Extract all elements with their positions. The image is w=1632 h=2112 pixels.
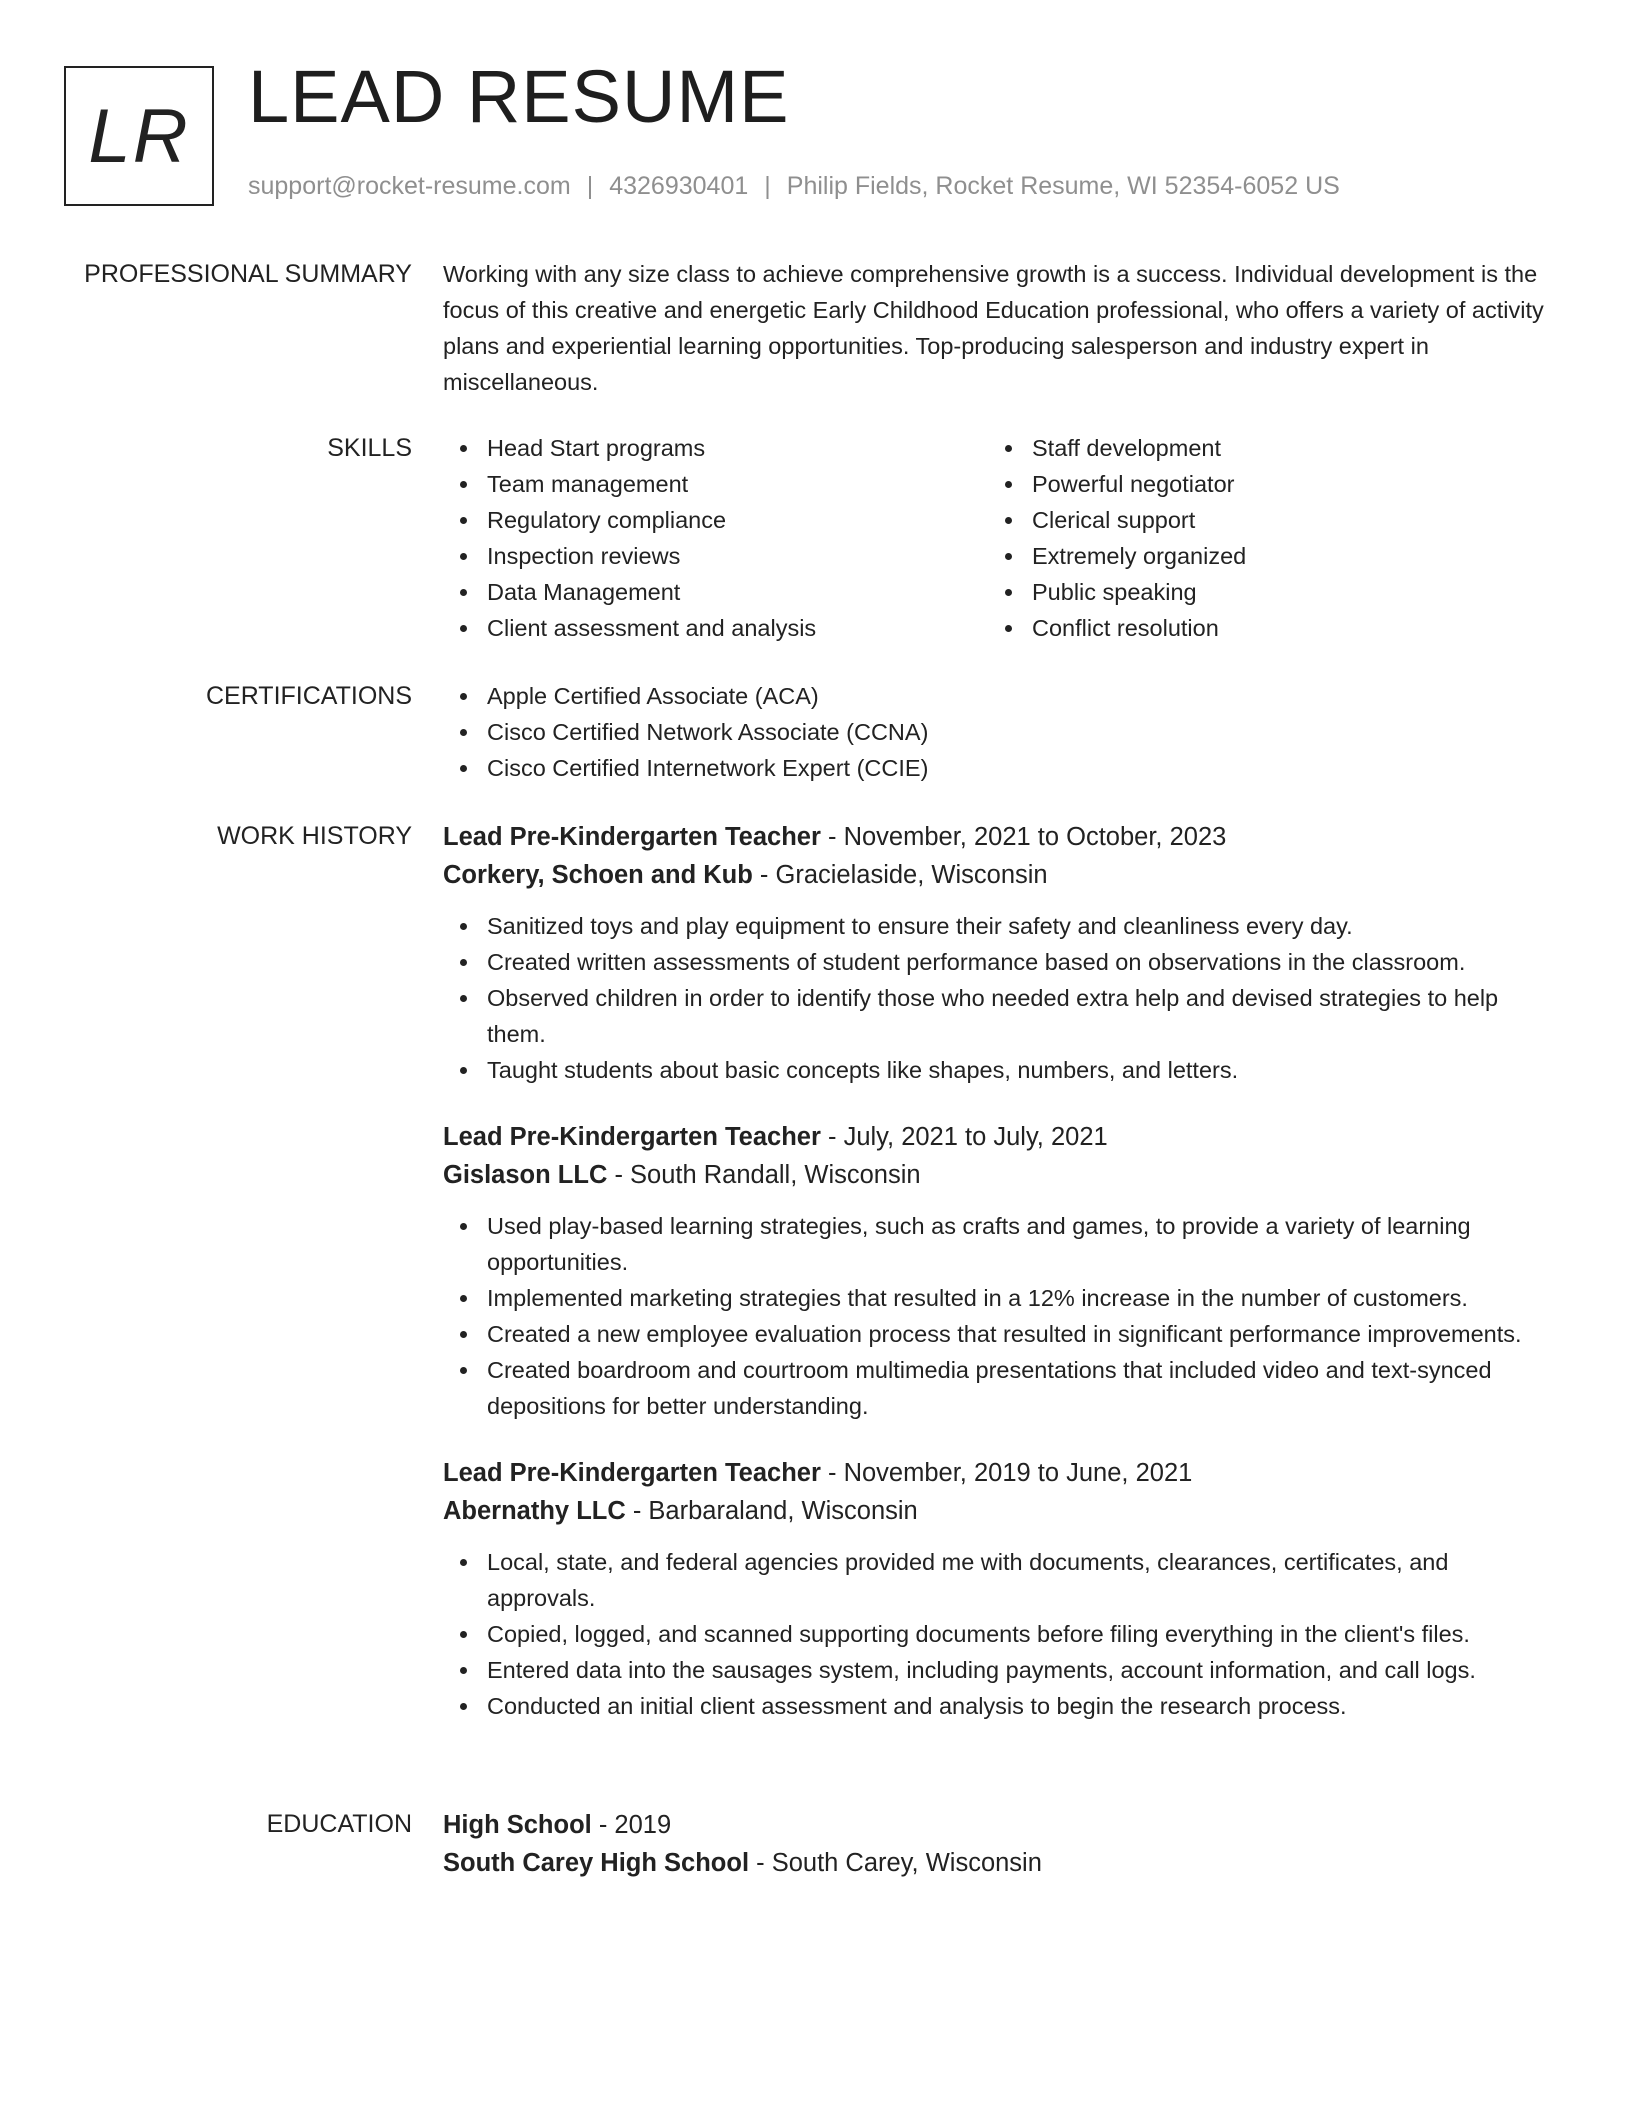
contact-address: Philip Fields, Rocket Resume, WI 52354-6052 US bbox=[786, 172, 1340, 200]
contact-line bbox=[248, 172, 1340, 201]
certification-item: Cisco Certified Network Associate (CCNA) bbox=[443, 714, 1553, 750]
skill-item: Data Management bbox=[443, 574, 988, 610]
monogram-logo: LR bbox=[64, 66, 214, 206]
job-title-line bbox=[443, 1118, 1553, 1156]
job-duty: Created boardroom and courtroom multimedia presentations that included video and text-synced depositions for better understanding. bbox=[443, 1352, 1553, 1424]
job-duty: Observed children in order to identify those who needed extra help and devised strategies to help them. bbox=[443, 980, 1553, 1052]
certifications-list bbox=[443, 678, 1553, 786]
job-company: Corkery, Schoen and Kub bbox=[443, 861, 753, 889]
skill-item: Clerical support bbox=[988, 502, 1533, 538]
job-dates: - November, 2019 to June, 2021 bbox=[820, 1459, 1193, 1487]
job-title-line bbox=[443, 818, 1553, 856]
job-title-line bbox=[443, 1454, 1553, 1492]
job-duty: Copied, logged, and scanned supporting documents before filing everything in the client's files. bbox=[443, 1616, 1553, 1652]
job-company-line bbox=[443, 1156, 1553, 1194]
skill-item: Head Start programs bbox=[443, 430, 988, 466]
skills-list-right bbox=[988, 430, 1533, 646]
certification-item: Apple Certified Associate (ACA) bbox=[443, 678, 1553, 714]
skill-item: Public speaking bbox=[988, 574, 1533, 610]
job-duty: Taught students about basic concepts like shapes, numbers, and letters. bbox=[443, 1052, 1553, 1088]
job-duty: Sanitized toys and play equipment to ensure their safety and cleanliness every day. bbox=[443, 908, 1553, 944]
skill-item: Conflict resolution bbox=[988, 610, 1533, 646]
job-location: - South Randall, Wisconsin bbox=[607, 1161, 921, 1189]
skill-item: Regulatory compliance bbox=[443, 502, 988, 538]
job-title: Lead Pre-Kindergarten Teacher bbox=[443, 1123, 821, 1151]
job-duty: Local, state, and federal agencies provided me with documents, clearances, certificates, and approvals. bbox=[443, 1544, 1553, 1616]
job-duty: Entered data into the sausages system, including payments, account information, and call logs. bbox=[443, 1652, 1553, 1688]
section-heading: EDUCATION bbox=[266, 1810, 412, 1838]
certification-item: Cisco Certified Internetwork Expert (CCIE) bbox=[443, 750, 1553, 786]
job-duties-list bbox=[443, 1208, 1553, 1424]
job-company-line bbox=[443, 1492, 1553, 1530]
job-title: Lead Pre-Kindergarten Teacher bbox=[443, 1459, 821, 1487]
summary-text: Working with any size class to achieve comprehensive growth is a success. Individual development is the focus of this creative and energetic Early Childhood Education professional, who offers a variety of activity plans and experiential learning opportunities. Top-producing salesperson and industry expert in miscellaneous. bbox=[443, 261, 1544, 395]
skill-item: Extremely organized bbox=[988, 538, 1533, 574]
education-school: South Carey High School bbox=[443, 1849, 750, 1877]
job-entry bbox=[443, 818, 1553, 1088]
job-location: - Gracielaside, Wisconsin bbox=[752, 861, 1048, 889]
job-duty: Used play-based learning strategies, such as crafts and games, to provide a variety of learning opportunities. bbox=[443, 1208, 1553, 1280]
section-heading: WORK HISTORY bbox=[217, 822, 412, 850]
job-company: Abernathy LLC bbox=[443, 1497, 626, 1525]
job-duty: Created a new employee evaluation process that resulted in significant performance improvements. bbox=[443, 1316, 1553, 1352]
contact-separator: | bbox=[586, 172, 594, 200]
job-duty: Conducted an initial client assessment and analysis to begin the research process. bbox=[443, 1688, 1553, 1724]
job-dates: - November, 2021 to October, 2023 bbox=[820, 823, 1227, 851]
skills-list-left bbox=[443, 430, 988, 646]
job-entry bbox=[443, 1118, 1553, 1424]
skill-item: Team management bbox=[443, 466, 988, 502]
resume-name: LEAD RESUME bbox=[248, 55, 790, 138]
job-duty: Created written assessments of student performance based on observations in the classroom. bbox=[443, 944, 1553, 980]
job-company: Gislason LLC bbox=[443, 1161, 608, 1189]
skill-item: Client assessment and analysis bbox=[443, 610, 988, 646]
contact-separator: | bbox=[764, 172, 771, 200]
section-heading: CERTIFICATIONS bbox=[205, 682, 412, 710]
contact-email: support@rocket-resume.com bbox=[248, 172, 571, 200]
job-duty: Implemented marketing strategies that resulted in a 12% increase in the number of customers. bbox=[443, 1280, 1553, 1316]
education-year: - 2019 bbox=[591, 1811, 672, 1839]
contact-phone: 4326930401 bbox=[609, 172, 749, 200]
education-degree-line bbox=[443, 1806, 1553, 1844]
job-title: Lead Pre-Kindergarten Teacher bbox=[443, 823, 821, 851]
skill-item: Powerful negotiator bbox=[988, 466, 1533, 502]
education-location: - South Carey, Wisconsin bbox=[749, 1849, 1042, 1877]
job-duties-list bbox=[443, 1544, 1553, 1724]
education-degree: High School bbox=[443, 1811, 592, 1839]
job-duties-list bbox=[443, 908, 1553, 1088]
job-dates: - July, 2021 to July, 2021 bbox=[820, 1123, 1108, 1151]
job-company-line bbox=[443, 856, 1553, 894]
section-heading: SKILLS bbox=[327, 434, 412, 462]
education-school-line bbox=[443, 1844, 1553, 1882]
job-entry bbox=[443, 1454, 1553, 1724]
job-location: - Barbaraland, Wisconsin bbox=[625, 1497, 918, 1525]
skill-item: Inspection reviews bbox=[443, 538, 988, 574]
section-heading: PROFESSIONAL SUMMARY bbox=[84, 260, 412, 288]
skill-item: Staff development bbox=[988, 430, 1533, 466]
